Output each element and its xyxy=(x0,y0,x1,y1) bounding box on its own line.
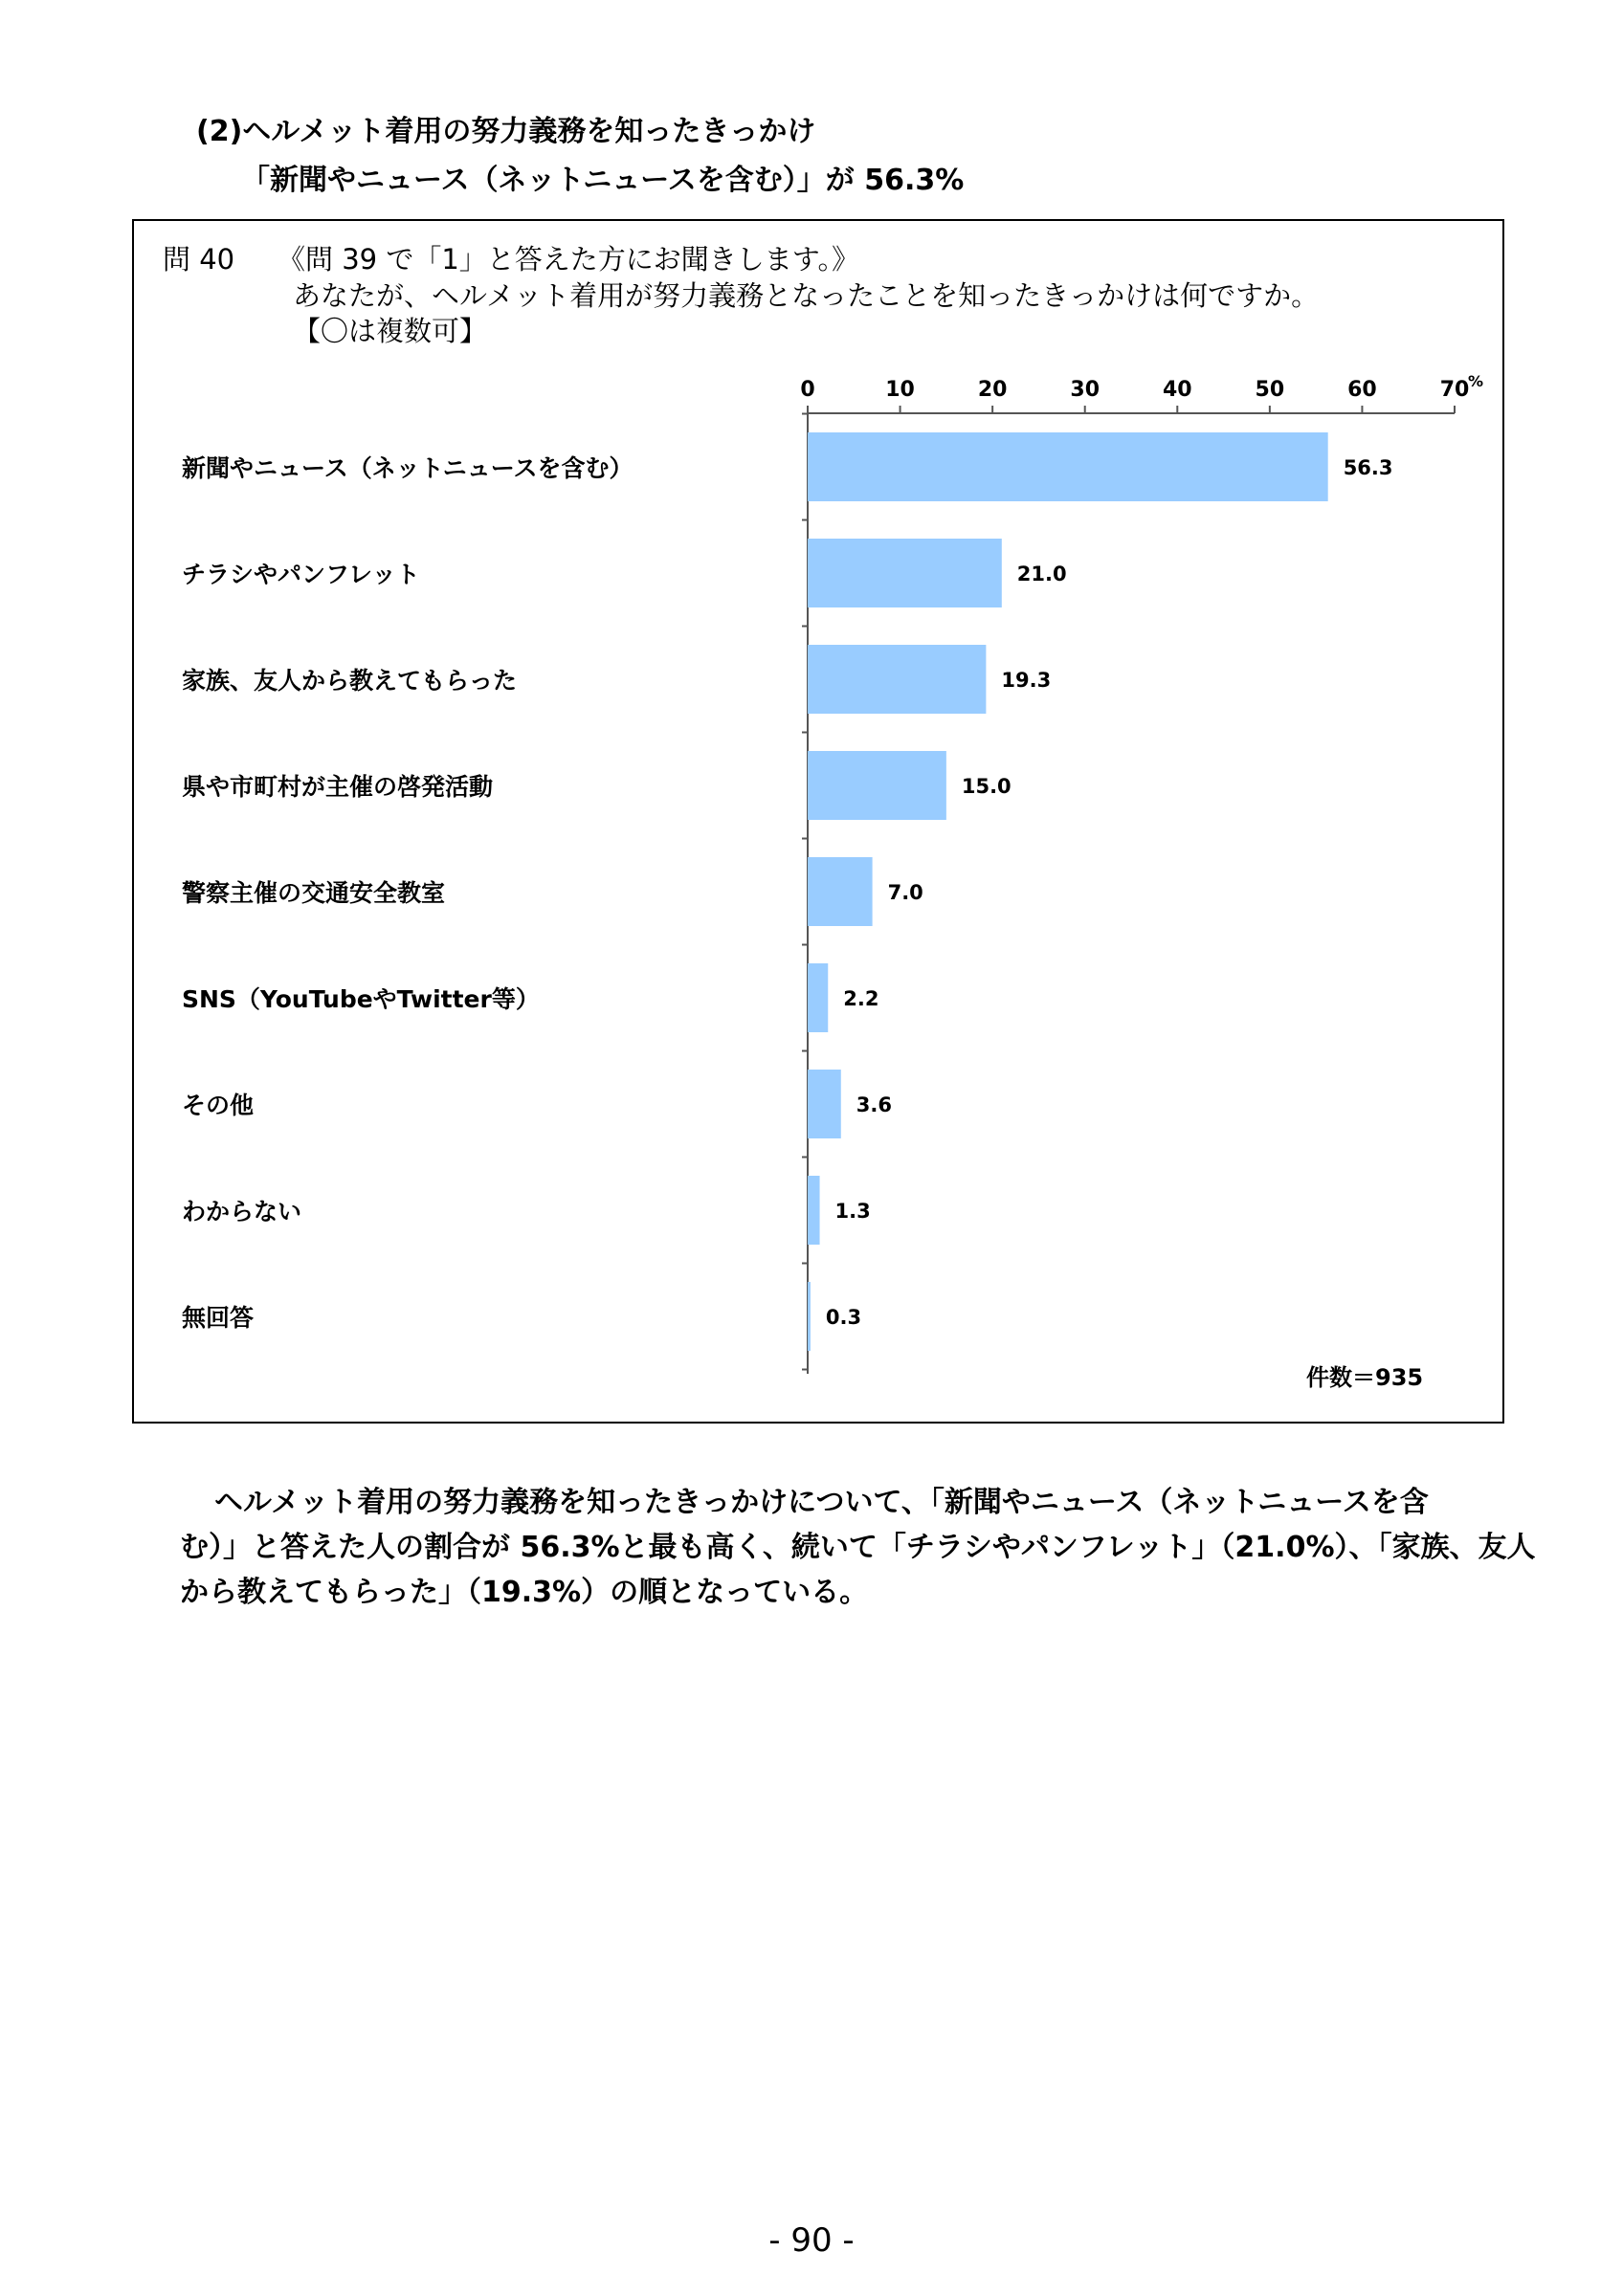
bar-value-label: 2.2 xyxy=(843,987,879,1010)
bar-value-label: 0.3 xyxy=(825,1306,862,1329)
bar-value-label: 1.3 xyxy=(834,1200,871,1223)
x-tick-label: 40 xyxy=(1162,378,1192,402)
category-label: 県や市町村が主催の啓発活動 xyxy=(182,773,494,801)
x-tick-label: 60 xyxy=(1347,378,1377,402)
category-label: 新聞やニュース（ネットニュースを含む） xyxy=(182,454,634,482)
x-tick-label: 20 xyxy=(977,378,1008,402)
page-number: - 90 - xyxy=(768,2221,855,2260)
category-label: 家族、友人から教えてもらった xyxy=(182,667,518,695)
summary-line-1: ヘルメット着用の努力義務を知ったきっかけについて、「新聞やニュース（ネットニュースを含 xyxy=(214,1486,1429,1519)
category-label: その他 xyxy=(182,1092,255,1119)
section-subheading: 「新聞やニュース（ネットニュースを含む）」が 56.3% xyxy=(241,164,965,197)
x-tick-label: 0 xyxy=(800,378,815,402)
bar-value-label: 19.3 xyxy=(1001,669,1052,692)
x-tick-label: 30 xyxy=(1070,378,1101,402)
question-line-3: 【〇は複数可】 xyxy=(293,315,488,347)
category-label: わからない xyxy=(182,1198,302,1225)
x-axis-unit: % xyxy=(1468,372,1484,390)
bar-value-label: 7.0 xyxy=(887,881,923,904)
response-count: 件数＝935 xyxy=(1306,1364,1424,1391)
bar-value-label: 3.6 xyxy=(856,1093,892,1116)
category-label: チラシやパンフレット xyxy=(182,561,420,588)
x-tick-label: 10 xyxy=(885,378,915,402)
question-box xyxy=(132,219,1504,1424)
question-line-2: あなたが、ヘルメット着用が努力義務となったことを知ったきっかけは何ですか。 xyxy=(293,279,1320,312)
question-line-1: 《問 39 で「1」と答えた方にお聞きします。》 xyxy=(278,243,859,276)
category-label: 警察主催の交通安全教室 xyxy=(182,879,446,907)
question-number: 問 40 xyxy=(163,243,235,276)
x-tick-label: 70 xyxy=(1439,378,1470,402)
section-heading: (2)ヘルメット着用の努力義務を知ったきっかけ xyxy=(196,115,816,148)
category-label: 無回答 xyxy=(182,1304,255,1332)
summary-line-3: から教えてもらった」（19.3%）の順となっている。 xyxy=(180,1576,869,1609)
summary-line-2: む）」と答えた人の割合が 56.3%と最も高く、続いて「チラシやパンフレット」（21.0%）、「家族、友人 xyxy=(180,1531,1536,1564)
x-tick-label: 50 xyxy=(1255,378,1285,402)
bar-value-label: 56.3 xyxy=(1343,456,1393,479)
bar-value-label: 21.0 xyxy=(1016,563,1067,585)
category-label: SNS（YouTubeやTwitter等） xyxy=(182,985,540,1013)
bar-value-label: 15.0 xyxy=(961,775,1012,798)
